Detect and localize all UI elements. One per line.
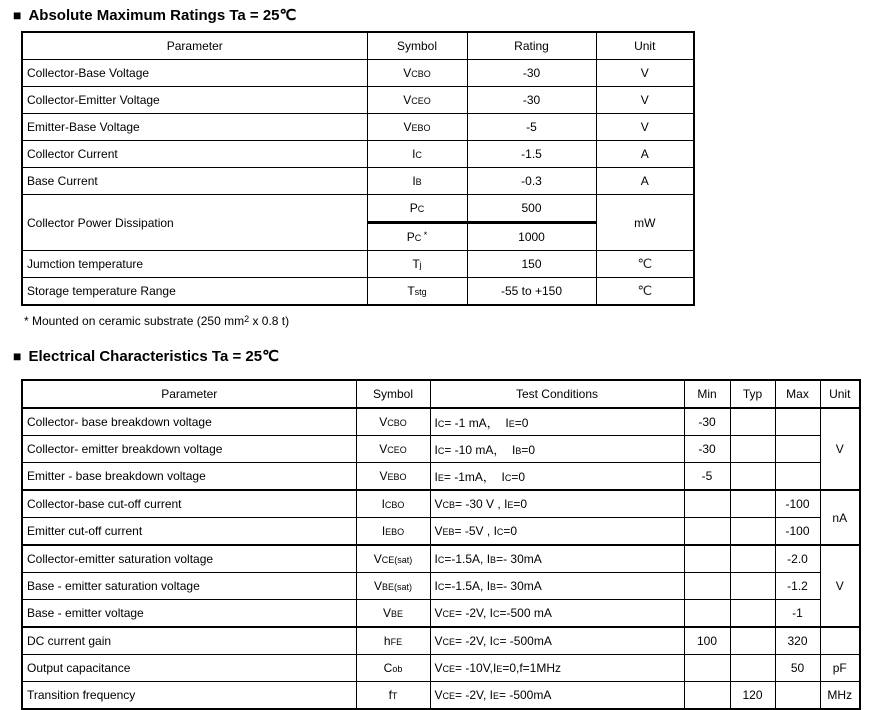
- max-cell: -100: [775, 518, 820, 546]
- min-cell: [684, 573, 730, 600]
- symbol-cell: ICBO: [356, 490, 430, 518]
- param-cell: Emitter cut-off current: [22, 518, 356, 546]
- unit-cell: V: [596, 87, 694, 114]
- symbol-cell: IC: [367, 141, 467, 168]
- symbol-cell: Tj: [367, 251, 467, 278]
- unit-cell: V: [596, 60, 694, 87]
- cond-cell: VCE= -2V, IC= -500mA: [430, 627, 684, 655]
- unit-cell: A: [596, 168, 694, 195]
- table-row: [22, 278, 694, 306]
- header-rating: Rating: [467, 32, 596, 60]
- unit-cell: pF: [820, 655, 860, 682]
- black-square-bullet-icon: ■: [13, 7, 22, 23]
- param-cell: Collector Current: [22, 141, 367, 168]
- param-cell: Collector Power Dissipation: [22, 195, 367, 251]
- table-row: [22, 87, 694, 114]
- header-typ: Typ: [730, 380, 775, 408]
- table-row: [22, 490, 860, 518]
- param-cell: Collector- base breakdown voltage: [22, 408, 356, 436]
- rating-cell: -55 to +150: [467, 278, 596, 306]
- param-cell: Emitter - base breakdown voltage: [22, 463, 356, 491]
- symbol-cell: IB: [367, 168, 467, 195]
- cond-cell: VCE= -2V, IE= -500mA: [430, 682, 684, 710]
- cond-cell: VCB= -30 V , IE=0: [430, 490, 684, 518]
- rating-cell: -1.5: [467, 141, 596, 168]
- typ-cell: [730, 408, 775, 436]
- table-row: [22, 573, 860, 600]
- amr-title-text: Absolute Maximum Ratings Ta = 25℃: [28, 7, 297, 24]
- unit-cell: nA: [820, 490, 860, 545]
- typ-cell: [730, 545, 775, 573]
- min-cell: [684, 682, 730, 710]
- symbol-cell: VEBO: [367, 114, 467, 141]
- header-unit: Unit: [596, 32, 694, 60]
- typ-cell: [730, 463, 775, 491]
- table-row: [22, 655, 860, 682]
- unit-cell: MHz: [820, 682, 860, 710]
- param-cell: Output capacitance: [22, 655, 356, 682]
- min-cell: [684, 518, 730, 546]
- cond-cell: VCE= -10V,IE=0,f=1MHz: [430, 655, 684, 682]
- table-row: [22, 141, 694, 168]
- table-header-row: [22, 32, 694, 60]
- table-row: [22, 545, 860, 573]
- rating-cell: -0.3: [467, 168, 596, 195]
- rating-cell: -30: [467, 60, 596, 87]
- max-cell: 50: [775, 655, 820, 682]
- unit-cell: [820, 627, 860, 655]
- rating-cell: 1000: [467, 223, 596, 251]
- symbol-cell: VBE: [356, 600, 430, 628]
- symbol-cell: VCEO: [367, 87, 467, 114]
- rating-cell: -30: [467, 87, 596, 114]
- black-square-bullet-icon: ■: [13, 348, 22, 364]
- cond-cell: VCE= -2V, IC=-500 mA: [430, 600, 684, 628]
- param-cell: DC current gain: [22, 627, 356, 655]
- header-min: Min: [684, 380, 730, 408]
- unit-cell: mW: [596, 195, 694, 251]
- symbol-cell: Tstg: [367, 278, 467, 306]
- unit-cell: V: [820, 408, 860, 490]
- table-row: [22, 114, 694, 141]
- table-row: [22, 682, 860, 710]
- header-unit: Unit: [820, 380, 860, 408]
- table-header-row: [22, 380, 860, 408]
- ec-title-text: Electrical Characteristics Ta = 25℃: [28, 348, 279, 365]
- symbol-cell: PC: [367, 195, 467, 223]
- max-cell: [775, 682, 820, 710]
- min-cell: [684, 490, 730, 518]
- rating-cell: 150: [467, 251, 596, 278]
- table-row: [22, 627, 860, 655]
- param-cell: Collector-emitter saturation voltage: [22, 545, 356, 573]
- unit-cell: V: [820, 545, 860, 627]
- unit-cell: ℃: [596, 251, 694, 278]
- symbol-cell: PC *: [367, 223, 467, 251]
- rating-cell: -5: [467, 114, 596, 141]
- table-row: [22, 436, 860, 463]
- unit-cell: A: [596, 141, 694, 168]
- table-row: [22, 168, 694, 195]
- max-cell: [775, 408, 820, 436]
- param-cell: Base - emitter saturation voltage: [22, 573, 356, 600]
- cond-cell: IC=-1.5A, IB=- 30mA: [430, 545, 684, 573]
- min-cell: [684, 545, 730, 573]
- param-cell: Collector- emitter breakdown voltage: [22, 436, 356, 463]
- min-cell: [684, 600, 730, 628]
- typ-cell: 120: [730, 682, 775, 710]
- cond-cell: IC= -1 mA， IE=0: [430, 408, 684, 436]
- footnote: * Mounted on ceramic substrate (250 $mm^2$ x 0.8 t): [24, 314, 290, 328]
- min-cell: [684, 655, 730, 682]
- min-cell: -30: [684, 408, 730, 436]
- rating-cell: 500: [467, 195, 596, 223]
- max-cell: -1: [775, 600, 820, 628]
- min-cell: -5: [684, 463, 730, 491]
- min-cell: 100: [684, 627, 730, 655]
- table-row: [22, 600, 860, 628]
- symbol-cell: VCBO: [356, 408, 430, 436]
- max-cell: -100: [775, 490, 820, 518]
- symbol-cell: VCE(sat): [356, 545, 430, 573]
- typ-cell: [730, 627, 775, 655]
- cond-cell: IC= -10 mA， IB=0: [430, 436, 684, 463]
- unit-cell: ℃: [596, 278, 694, 306]
- table-row: [22, 463, 860, 491]
- typ-cell: [730, 518, 775, 546]
- param-cell: Collector-base cut-off current: [22, 490, 356, 518]
- typ-cell: [730, 655, 775, 682]
- absolute-maximum-ratings-table: [21, 31, 695, 306]
- table-row: [22, 518, 860, 546]
- symbol-cell: fT: [356, 682, 430, 710]
- param-cell: Jumction temperature: [22, 251, 367, 278]
- cond-cell: IC=-1.5A, IB=- 30mA: [430, 573, 684, 600]
- header-parameter: Parameter: [22, 380, 356, 408]
- typ-cell: [730, 573, 775, 600]
- table-row: [22, 60, 694, 87]
- symbol-cell: VEBO: [356, 463, 430, 491]
- symbol-cell: hFE: [356, 627, 430, 655]
- cond-cell: VEB= -5V , IC=0: [430, 518, 684, 546]
- header-symbol: Symbol: [356, 380, 430, 408]
- ec-section-title: [13, 346, 879, 366]
- max-cell: [775, 463, 820, 491]
- symbol-cell: VCEO: [356, 436, 430, 463]
- param-cell: Collector-Emitter Voltage: [22, 87, 367, 114]
- max-cell: [775, 436, 820, 463]
- typ-cell: [730, 490, 775, 518]
- symbol-cell: VBE(sat): [356, 573, 430, 600]
- header-symbol: Symbol: [367, 32, 467, 60]
- header-test-conditions: Test Conditions: [430, 380, 684, 408]
- param-cell: Emitter-Base Voltage: [22, 114, 367, 141]
- table-row: [22, 251, 694, 278]
- param-cell: Storage temperature Range: [22, 278, 367, 306]
- param-cell: Base - emitter voltage: [22, 600, 356, 628]
- min-cell: -30: [684, 436, 730, 463]
- param-cell: Transition frequency: [22, 682, 356, 710]
- symbol-cell: Cob: [356, 655, 430, 682]
- param-cell: Base Current: [22, 168, 367, 195]
- symbol-cell: IEBO: [356, 518, 430, 546]
- symbol-cell: VCBO: [367, 60, 467, 87]
- unit-cell: V: [596, 114, 694, 141]
- typ-cell: [730, 436, 775, 463]
- param-cell: Collector-Base Voltage: [22, 60, 367, 87]
- max-cell: -1.2: [775, 573, 820, 600]
- typ-cell: [730, 600, 775, 628]
- amr-section-title: [13, 5, 879, 25]
- header-max: Max: [775, 380, 820, 408]
- cond-cell: IE= -1mA， IC=0: [430, 463, 684, 491]
- max-cell: -2.0: [775, 545, 820, 573]
- table-row: [22, 195, 694, 223]
- header-parameter: Parameter: [22, 32, 367, 60]
- max-cell: 320: [775, 627, 820, 655]
- electrical-characteristics-table: [21, 379, 861, 710]
- table-row: [22, 408, 860, 436]
